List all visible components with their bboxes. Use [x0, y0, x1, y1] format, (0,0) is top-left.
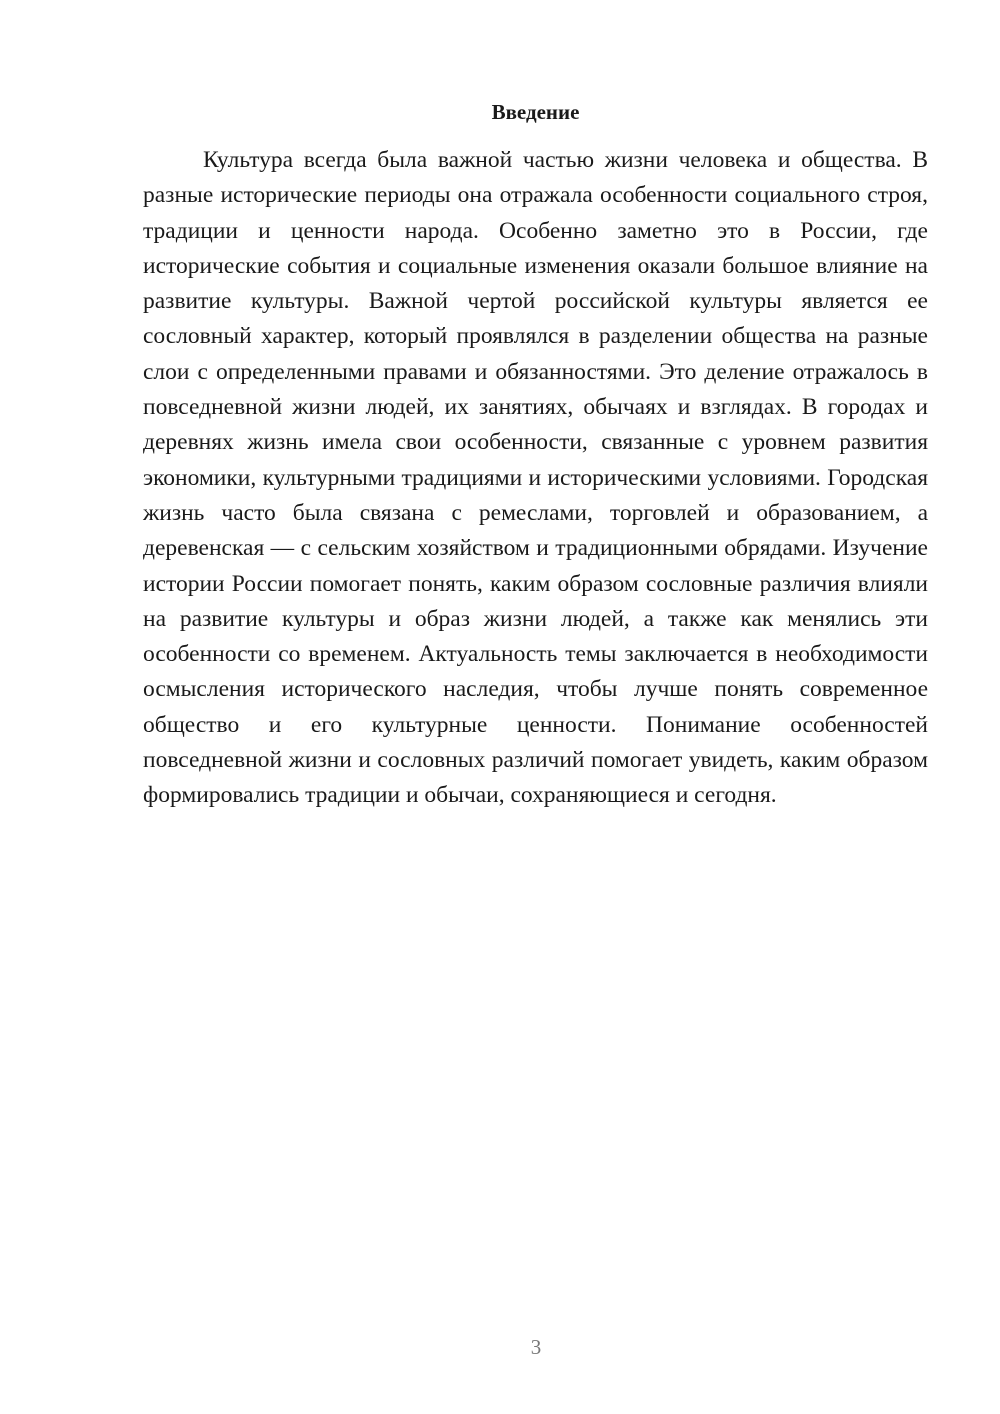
introduction-paragraph: Культура всегда была важной частью жизни человека и общества. В разные исторические периоды она отражала особенности социального строя, традиции и ценности народа. Особенно заметно это в России, где исторические события и социальные изменения оказали большое влияние на развитие культуры. Важной чертой российской культуры является ее сословный характер, который проявлялся в разделении общества на разные слои с определенными правами и обязанностями. Это деление отражалось в повседневной жизни людей, их занятиях, обычаях и взглядах. В городах и деревнях жизнь имела свои особенности, связанные с уровнем развития экономики, культурными традициями и историческими условиями. Городская жизнь часто была связана с ремеслами, торговлей и образованием, а деревенская — с сельским хозяйством и традиционными обрядами. Изучение истории России помогает понять, каким образом сословные различия влияли на развитие культуры и образ жизни людей, а также как менялись эти особенности со временем. Актуальность темы заключается в необходимости осмысления исторического наследия, чтобы лучше понять современное общество и его культурные ценности. Понимание особенностей повседневной жизни и сословных различий помогает увидеть, каким образом формировались традиции и обычаи, сохраняющиеся и сегодня. — [143, 147, 928, 809]
section-heading: Введение — [491, 100, 580, 124]
page-number: 3 — [530, 1335, 542, 1359]
